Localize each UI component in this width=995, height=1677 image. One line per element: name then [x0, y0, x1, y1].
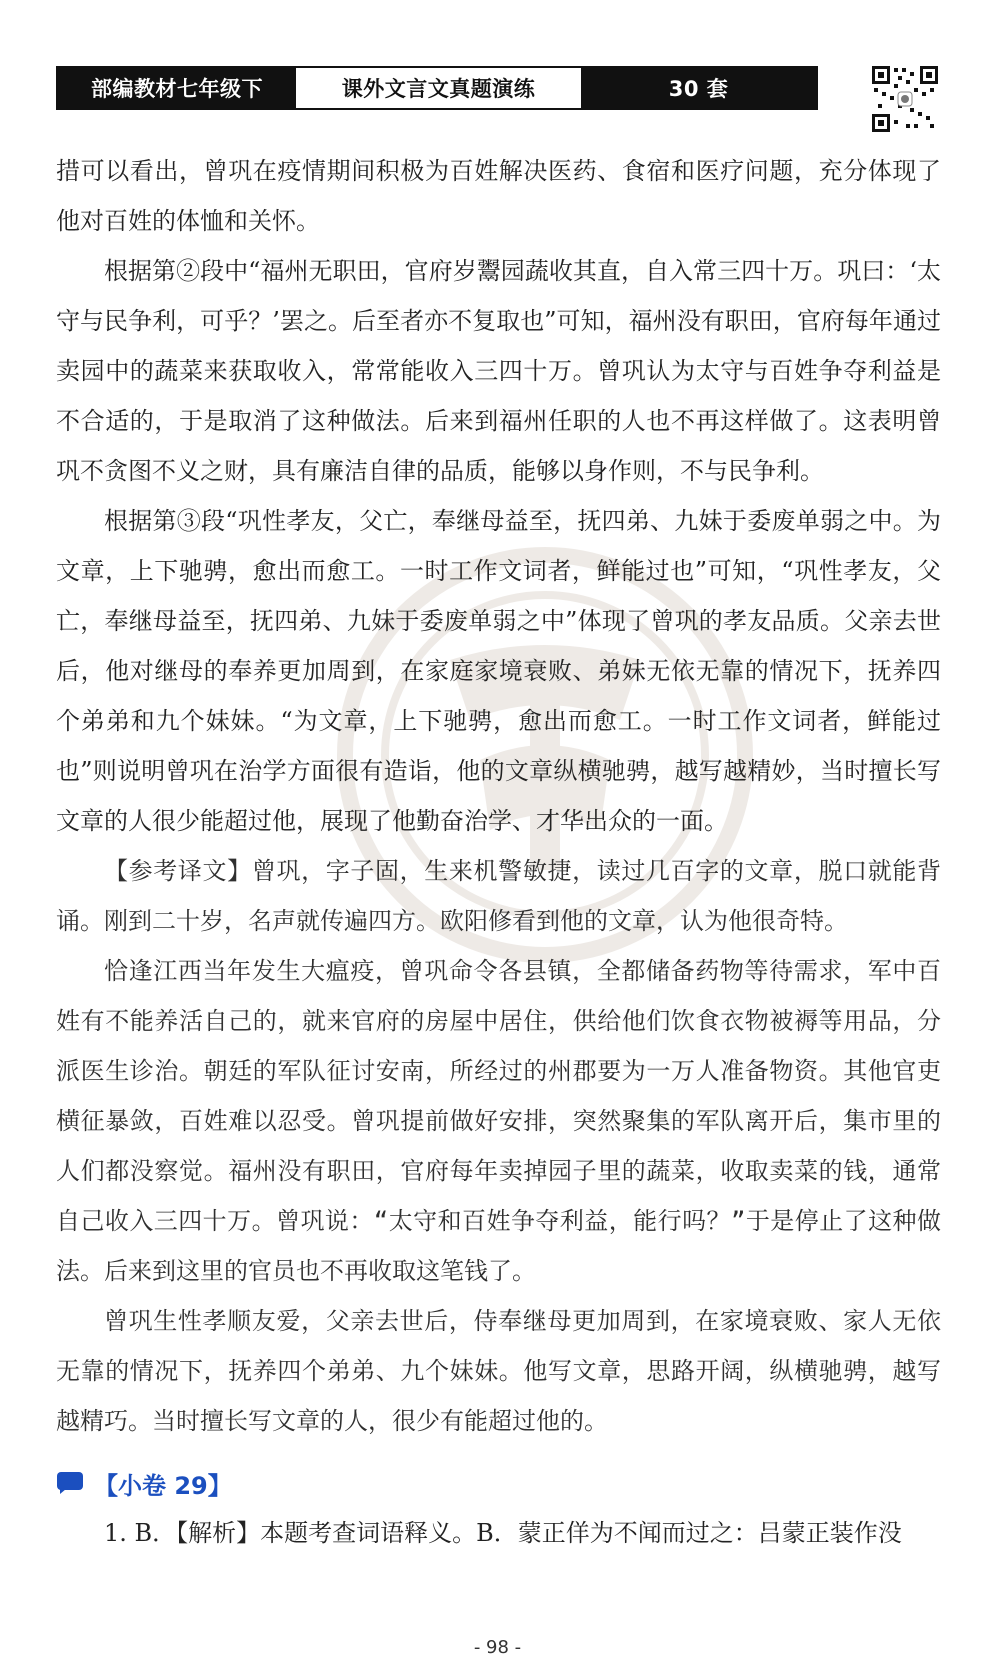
header-title: 课外文言文真题演练: [296, 68, 581, 108]
answer-line: 1. B．【解析】本题考查词语释义。B．蒙正佯为不闻而过之：吕蒙正装作没: [104, 1519, 902, 1547]
paragraph-intro-continuation: 措可以看出，曾巩在疫情期间积极为百姓解决医药、食宿和医疗问题，充分体现了他对百姓的体恤和关怀。: [56, 157, 941, 235]
paragraph-analysis-3: 根据第③段“巩性孝友，父亡，奉继母益至，抚四弟、九妹于委废单弱之中。为文章，上下驰骋，愈出而愈工。一时工作文词者，鲜能过也”可知，“巩性孝友，父亡，奉继母益至，抚四弟、九妹于委废单弱之中”体现了曾巩的孝友品质。父亲去世后，他对继母的奉养更加周到，在家庭家境衰败、弟妹无依无靠的情况下，抚养四个弟弟和九个妹妹。“为文章，上下驰骋，愈出而愈工。一时工作文词者，鲜能过也”则说明曾巩在治学方面很有造诣，他的文章纵横驰骋，越写越精妙，当时擅长写文章的人很少能超过他，展现了他勤奋治学、才华出众的一面。: [56, 507, 941, 835]
chat-bubble-icon: [56, 1471, 84, 1495]
page-header: [56, 66, 818, 110]
section-label-text: 【小卷 29】: [94, 1471, 232, 1500]
page-number: - 98 -: [473, 1637, 522, 1658]
qr-code-icon: [870, 64, 940, 134]
translation-paragraph-2: 恰逢江西当年发生大瘟疫，曾巩命令各县镇，全都储备药物等待需求，军中百姓有不能养活自己的，就来官府的房屋中居住，供给他们饮食衣物被褥等用品，分派医生诊治。朝廷的军队征讨安南，所经过的州郡要为一万人准备物资。其他官吏横征暴敛，百姓难以忍受。曾巩提前做好安排，突然聚集的军队离开后，集市里的人们都没察觉。福州没有职田，官府每年卖掉园子里的蔬菜，收取卖菜的钱，通常自己收入三四十万。曾巩说：“太守和百姓争夺利益，能行吗？”于是停止了这种做法。后来到这里的官员也不再收取这笔钱了。: [56, 957, 941, 1285]
translation-paragraph-3: 曾巩生性孝顺友爱，父亲去世后，侍奉继母更加周到，在家境衰败、家人无依无靠的情况下，抚养四个弟弟、九个妹妹。他写文章，思路开阔，纵横驰骋，越写越精巧。当时擅长写文章的人，很少有能超过他的。: [56, 1307, 941, 1435]
section-heading: [56, 1458, 941, 1508]
translation-paragraph-1: 【参考译文】曾巩，字子固，生来机警敏捷，读过几百字的文章，脱口就能背诵。刚到二十岁，名声就传遍四方。欧阳修看到他的文章，认为他很奇特。: [56, 857, 941, 935]
paragraph-analysis-2: 根据第②段中“福州无职田，官府岁鬻园蔬收其直，自入常三四十万。巩曰：‘太守与民争利，可乎？’罢之。后至者亦不复取也”可知，福州没有职田，官府每年通过卖园中的蔬菜来获取收入，常常能收入三四十万。曾巩认为太守与百姓争夺利益是不合适的，于是取消了这种做法。后来到福州任职的人也不再这样做了。这表明曾巩不贪图不义之财，具有廉洁自律的品质，能够以身作则，不与民争利。: [56, 257, 941, 485]
header-grade: 部编教材七年级下: [58, 68, 296, 108]
document-body: [56, 146, 941, 1558]
header-set-count: 30 套: [581, 68, 816, 108]
translation-block: [56, 846, 941, 1446]
